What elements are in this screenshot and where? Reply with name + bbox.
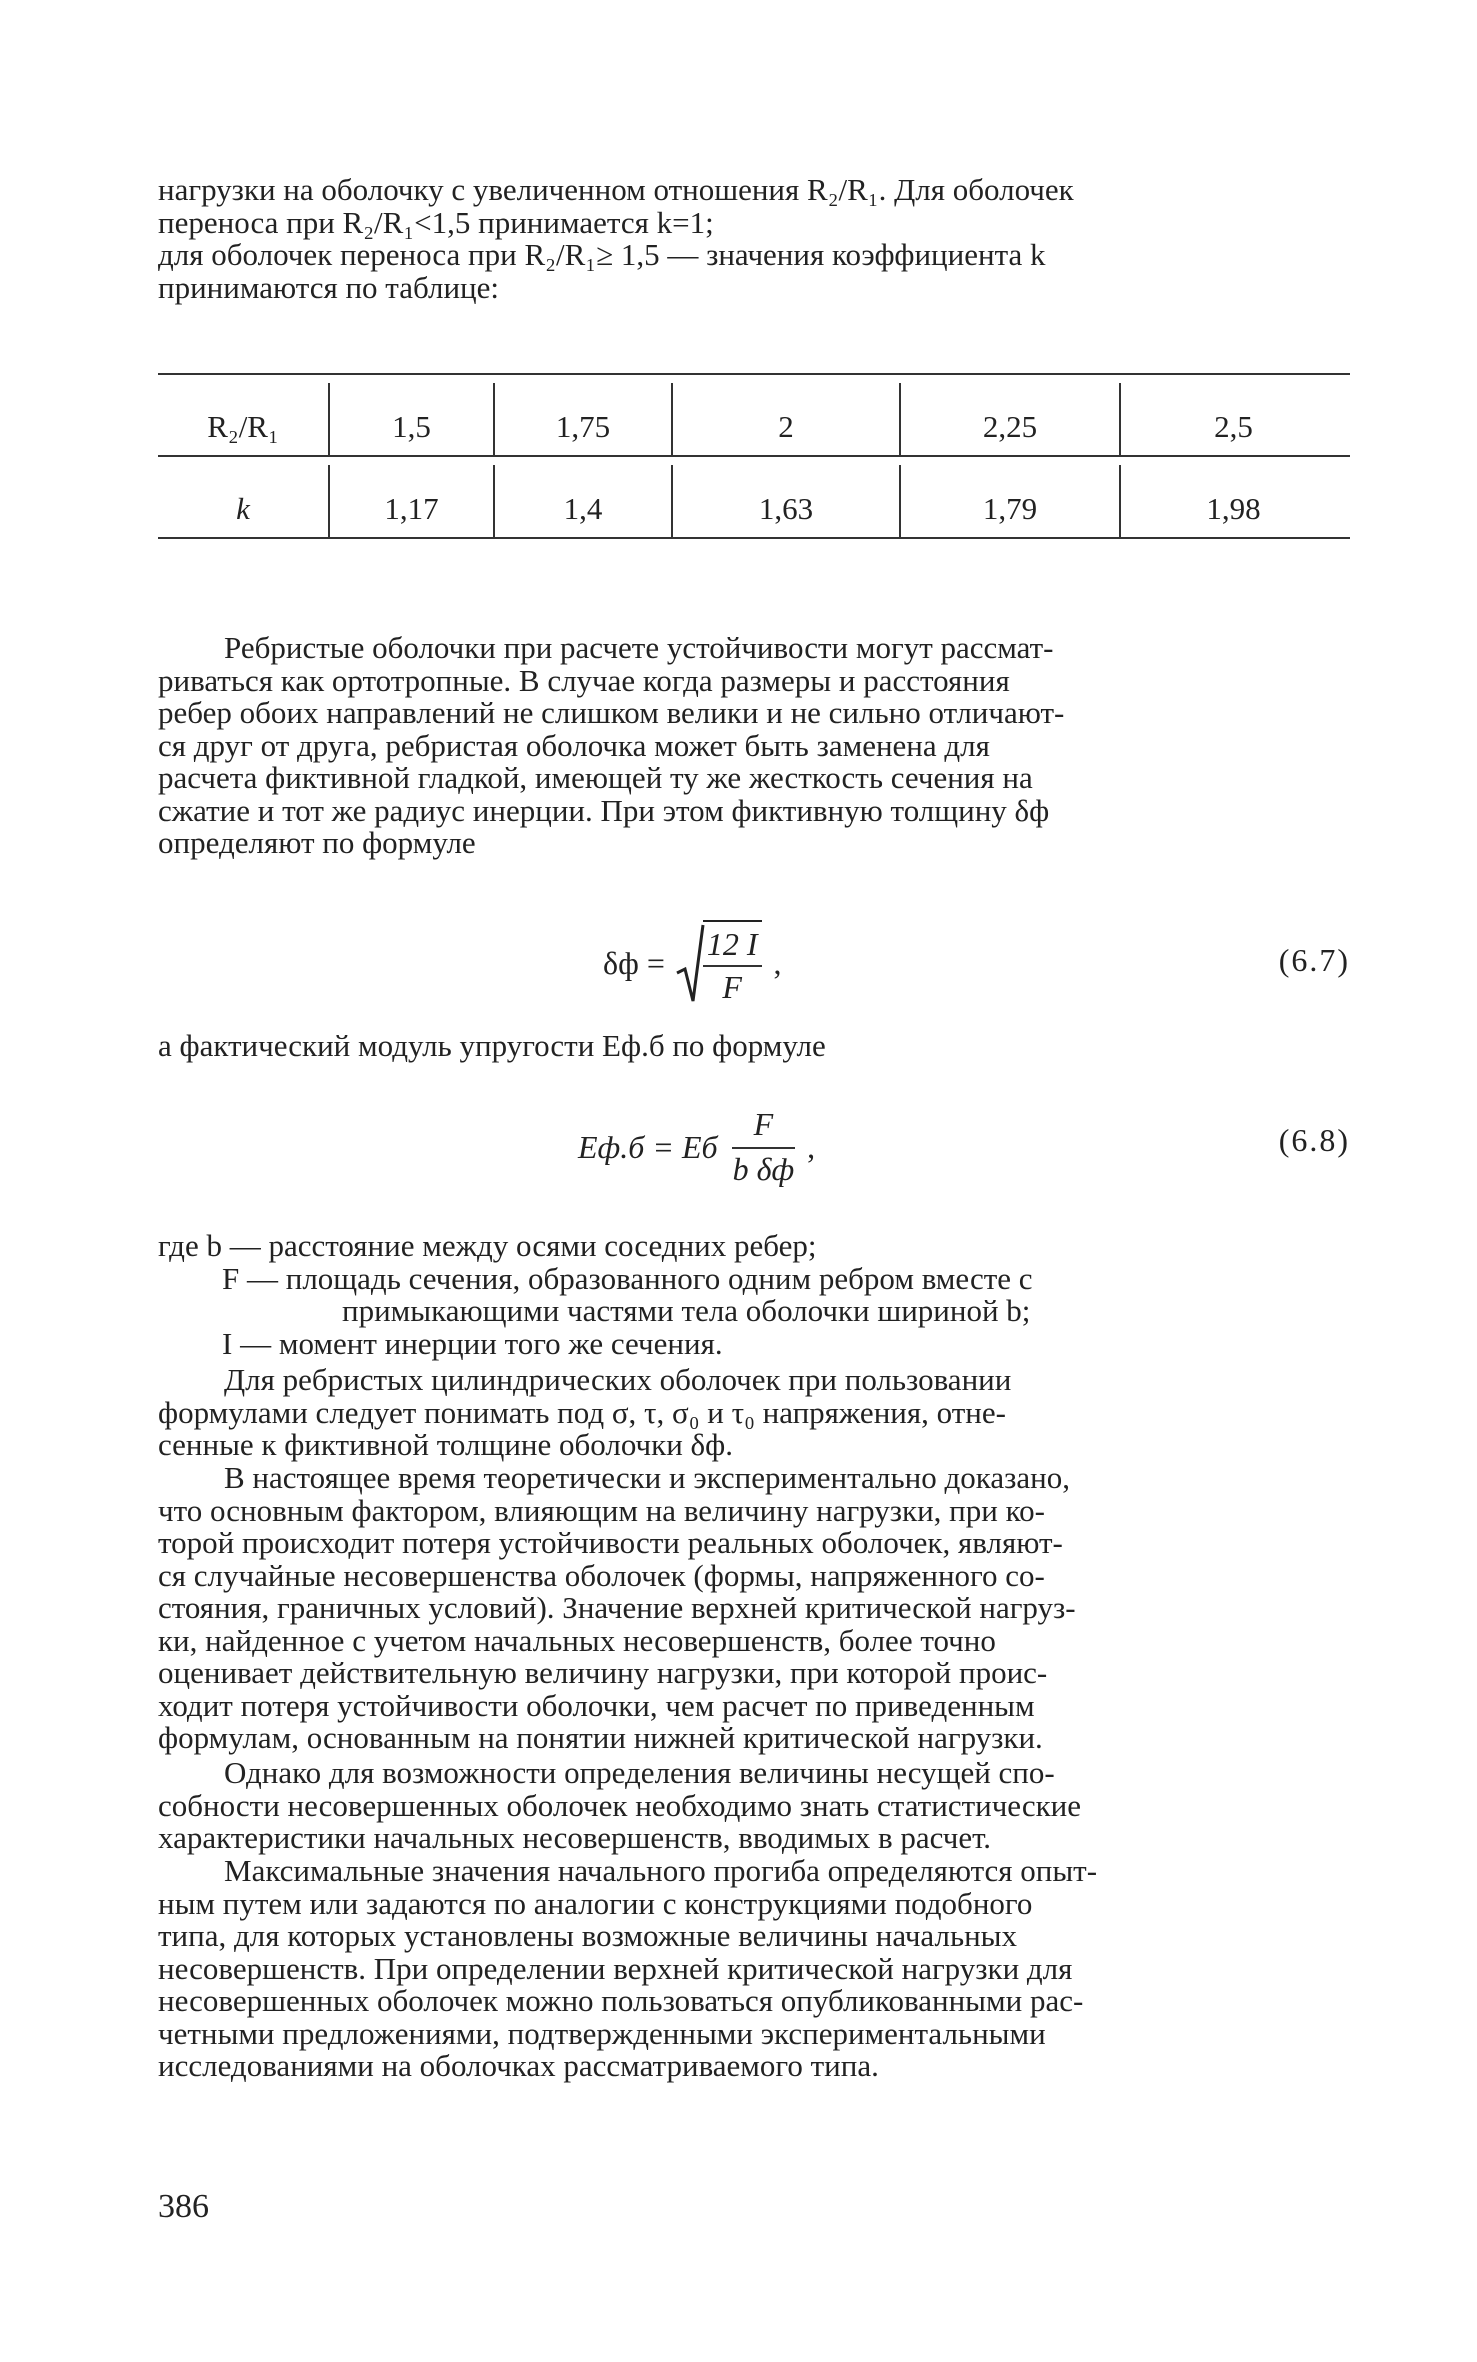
table-cell: 1,4 [493,465,671,537]
text-line: принимаются по таблице: [158,269,500,305]
text-line: формулам, основанным на понятии нижней критической нагрузки. [158,1720,1043,1755]
table-cell: 2,5 [1119,383,1346,455]
text-line: риваться как ортотропные. В случае когда размеры и расстояния [158,662,1010,698]
paragraph-cylindrical [158,1364,1338,1462]
text-line: торой происходит потеря устойчивости реальных оболочек, являют- [158,1525,1063,1560]
definition-f: F — площадь сечения, образованного одним ребром вместе с [222,1260,1033,1296]
table-cell: 1,79 [899,465,1119,537]
formula-lhs: δф = [603,944,665,981]
text-line: расчета фиктивной гладкой, имеющей ту же жесткость сечения на [158,760,1033,795]
text-line: Для ребристых цилиндрических оболочек при пользовании [224,1362,1012,1397]
text-line: ребер обоих направлений не слишком велики и не сильно отличают- [158,695,1065,730]
definition-b: где b — расстояние между осями соседних ребер; [158,1228,817,1263]
text-line: В настоящее время теоретически и экспериментально доказано, [224,1460,1070,1495]
text-line: стояния, граничных условий). Значение верхней критической нагруз- [158,1590,1076,1625]
paragraph-max-deflection [158,1855,1338,2083]
text-line: оценивает действительную величину нагрузки, при которой проис- [158,1655,1048,1690]
fraction-denominator: F [722,969,742,1005]
table-row [158,455,1350,537]
text-line: сенные к фиктивной толщине оболочки δф. [158,1427,733,1462]
table-header-row [158,375,1350,455]
fraction-numerator: 12 I [703,926,762,967]
text-line: Однако для возможности определения величины несущей спо- [224,1755,1055,1790]
fraction-numerator: F [732,1106,796,1149]
square-root-icon [675,923,705,1003]
text-line: несовершенств. При определении верхней критической нагрузки для [158,1950,1073,1986]
equation-number: (6.8) [1278,1122,1350,1158]
text-line: исследованиями на оболочках рассматриваемого типа. [158,2048,879,2083]
table-cell: 2 [671,383,899,455]
text-line: ки, найденное с учетом начальных несовершенств, более точно [158,1622,996,1658]
text-line: ся друг от друга, ребристая оболочка может быть заменена для [158,727,990,763]
text-line: четными предложениями, подтвержденными экспериментальными [158,2015,1046,2051]
table-cell: k [236,491,250,526]
text-line: переноса при R₂/R₁<1,5 принимается k=1; [158,204,714,240]
text-line: Ребристые оболочки при расчете устойчивости могут рассмат- [224,630,1054,665]
formula-6-7: δф = $\frac{12 I}{F}$ , (6.7) [158,918,1350,1008]
definition-f-cont: примыкающими частями тела оболочки шириной b; [342,1293,1031,1328]
table-cell: 2,25 [899,383,1119,455]
text-line: Максимальные значения начального прогиба определяются опыт- [224,1853,1098,1888]
text-line: собности несовершенных оболочек необходимо знать статистические [158,1787,1082,1823]
paragraph-statistics [158,1757,1338,1855]
page-number: 386 [158,2188,209,2225]
text-line: характеристики начальных несовершенств, вводимых в расчет. [158,1820,992,1855]
text-line: формулами следует понимать под σ, τ, σ₀ и τ₀ напряжения, отне- [158,1394,1006,1430]
table-cell: 1,17 [328,465,493,537]
formula-intro-line [158,1030,1338,1063]
text-line: а фактический модуль упругости Eф.б по формуле [158,1028,826,1063]
text-line: ным путем или задаются по аналогии с конструкциями подобного [158,1885,1033,1921]
coefficient-table [158,373,1350,539]
table-cell: 1,63 [671,465,899,537]
equation-number: (6.7) [1278,942,1350,978]
paragraph-ribbed-shells [158,632,1338,860]
table-cell: 1,75 [493,383,671,455]
intro-paragraph [158,174,1338,304]
text-line: ся случайные несовершенства оболочек (формы, напряженного со- [158,1557,1045,1593]
text-line: определяют по формуле [158,825,476,860]
paragraph-imperfections [158,1462,1338,1755]
definitions-list [158,1230,1338,1360]
table-cell: 1,5 [328,383,493,455]
text-line: для оболочек переноса при R₂/R₁≥ 1,5 — значения коэффициента k [158,237,1046,272]
fraction-denominator: b δф [732,1151,795,1187]
text-line: несовершенных оболочек можно пользоваться опубликованными рас- [158,1983,1084,2018]
formula-6-8: Eф.б = Eб $\frac{F}{\text{b δф}}$ , (6.8) [578,1106,1350,1187]
text-line: что основным фактором, влияющим на величину нагрузки, при ко- [158,1492,1045,1528]
formula-lhs: Eф.б = Eб [578,1128,718,1165]
text-line: ходит потеря устойчивости оболочки, чем расчет по приведенным [158,1687,1035,1723]
text-line: типа, для которых установлены возможные величины начальных [158,1918,1017,1953]
formula-fraction [703,920,762,1006]
text-line: нагрузки на оболочку с увеличенном отношения R₂/R₁. Для оболочек [158,172,1074,207]
definition-i: I — момент инерции того же сечения. [222,1325,723,1361]
text-line: сжатие и тот же радиус инерции. При этом фиктивную толщину δф [158,792,1050,828]
formula-fraction [732,1106,796,1188]
table-cell: 1,98 [1119,465,1346,537]
table-cell: R₂/R₁ [207,409,279,444]
